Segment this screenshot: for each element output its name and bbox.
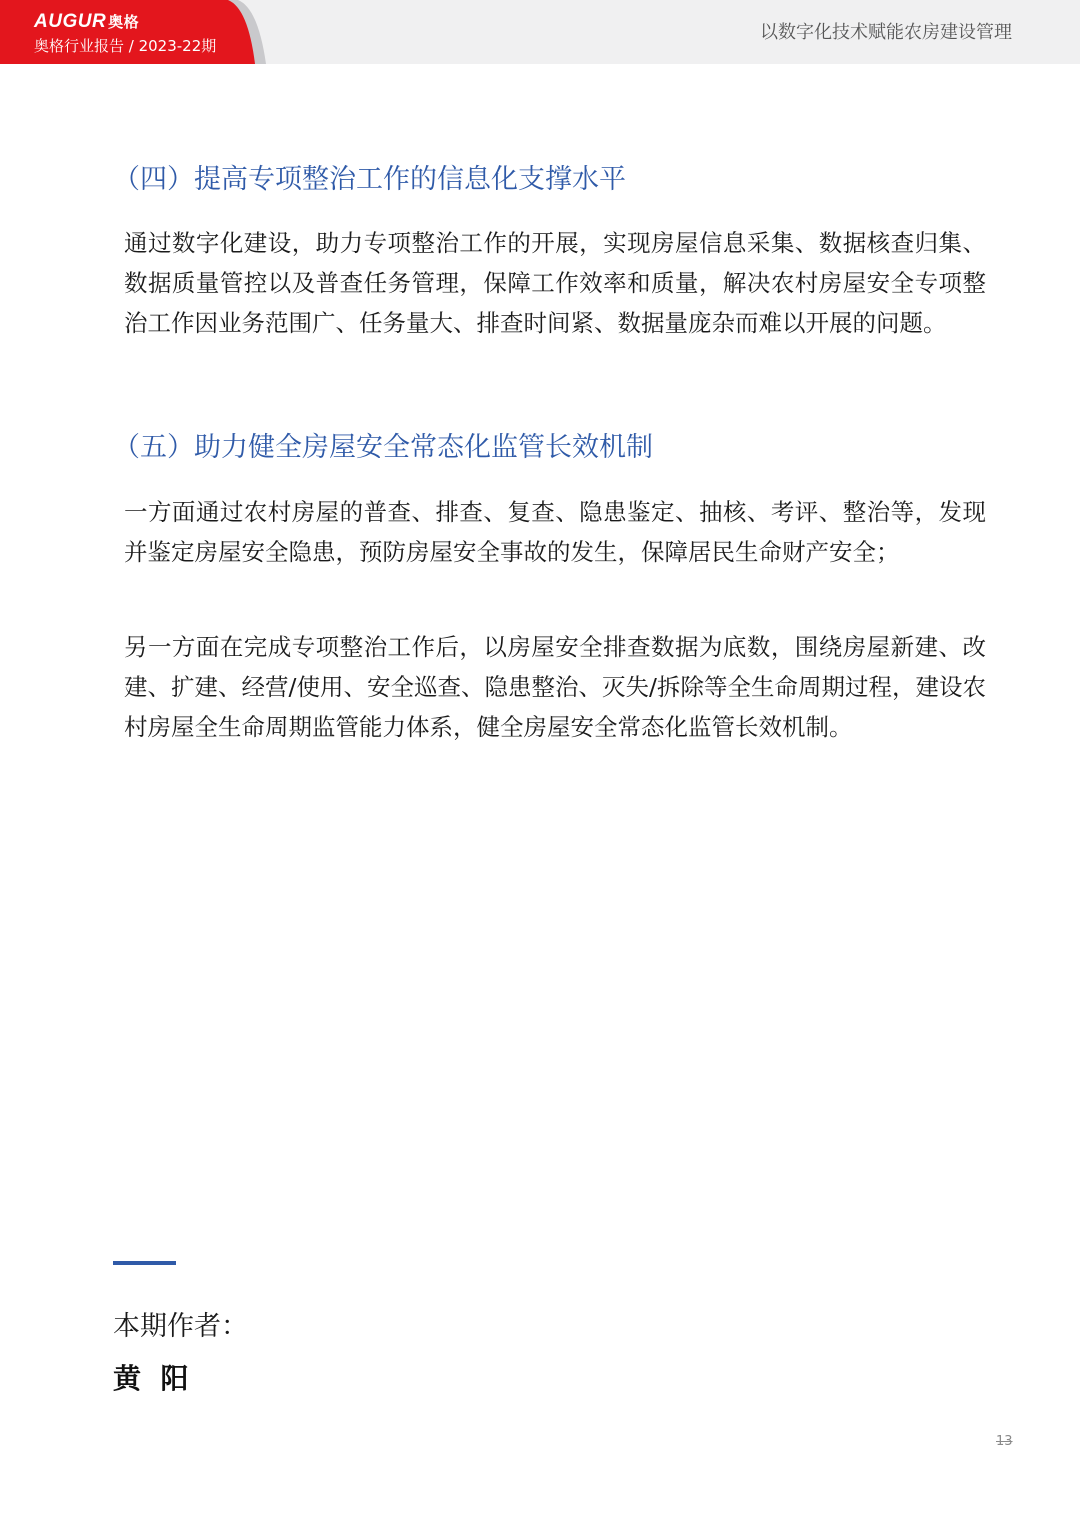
section-4-paragraph-1: 通过数字化建设，助力专项整治工作的开展，实现房屋信息采集、数据核查归集、数据质量管控以及普查任务管理，保障工作效率和质量，解决农村房屋安全专项整治工作因业务范围广、任务量大、排查时间紧、数据量庞杂而难以开展的问题。 [124, 229, 986, 337]
page-header [0, 0, 1080, 64]
section-heading-4: （四）提高专项整治工作的信息化支撑水平 [113, 164, 626, 195]
section-5-paragraph-2: 另一方面在完成专项整治工作后，以房屋安全排查数据为底数，围绕房屋新建、改建、扩建、经营/使用、安全巡查、隐患整治、灭失/拆除等全生命周期过程，建设农村房屋全生命周期监管能力体系，健全房屋安全常态化监管长效机制。 [124, 633, 986, 741]
page-number: 13 [996, 1434, 1013, 1449]
author-label: 本期作者： [113, 1311, 248, 1342]
logo-cn-text: 奥格 [108, 14, 140, 31]
section-heading-5: （五）助力健全房屋安全常态化监管长效机制 [113, 432, 653, 463]
augur-logo [34, 10, 139, 35]
author-divider [113, 1261, 176, 1265]
section-5-paragraph-1: 一方面通过农村房屋的普查、排查、复查、隐患鉴定、抽核、考评、整治等，发现并鉴定房屋安全隐患，预防房屋安全事故的发生，保障居民生命财产安全； [124, 498, 986, 566]
logo-text: AUGUR [34, 11, 107, 32]
brand-tab [0, 0, 268, 64]
header-title: 以数字化技术赋能农房建设管理 [760, 22, 1012, 43]
author-name: 黄 阳 [113, 1362, 189, 1395]
report-subtitle: 奥格行业报告 / 2023-22期 [34, 37, 217, 55]
